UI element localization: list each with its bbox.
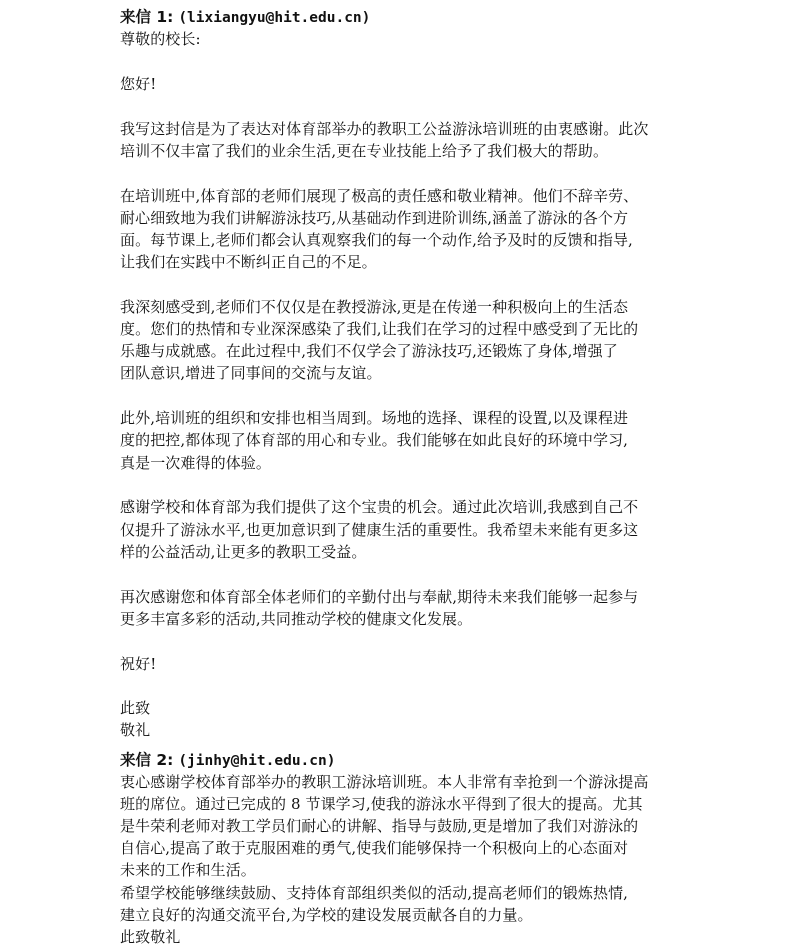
text-line: 耐心细致地为我们讲解游泳技巧,从基础动作到进阶训练,涵盖了游泳的各个方 — [120, 208, 629, 227]
letter-1-header — [120, 7, 700, 28]
letter-1-paragraph-4 — [120, 407, 700, 474]
text-line: 样的公益活动,让更多的教职工受益。 — [120, 542, 367, 561]
text-line: 是牛荣利老师对教工学员们耐心的讲解、指导与鼓励,更是增加了我们对游泳的 — [120, 817, 639, 836]
text-line: 班的席位。通过已完成的 8 节课学习,使我的游泳水平得到了很大的提高。尤其 — [120, 794, 643, 813]
letter-2-closing: 此致敬礼 — [120, 927, 181, 946]
letter-2-paragraph-2 — [120, 882, 700, 926]
text-line: 建立良好的沟通交流平台,为学校的建设发展贡献各自的力量。 — [120, 905, 533, 924]
letter-1-paragraph-5 — [120, 496, 700, 563]
letter-1-paragraph-1 — [120, 118, 700, 162]
text-line: 度。您们的热情和专业深深感染了我们,让我们在学习的过程中感受到了无比的 — [120, 320, 639, 339]
letter-1-label: 来信 1: — [120, 8, 174, 26]
text-line: 度的把控,都体现了体育部的用心和专业。我们能够在如此良好的环境中学习, — [120, 431, 629, 450]
text-line: 让我们在实践中不断纠正自己的不足。 — [120, 253, 377, 272]
text-line: 更多丰富多彩的活动,共同推动学校的健康文化发展。 — [120, 609, 473, 628]
letter-2-label: 来信 2: — [120, 750, 174, 769]
letter-1-paragraph-6 — [120, 586, 700, 630]
text-line: 希望学校能够继续鼓励、支持体育部组织类似的活动,提高老师们的锻炼热情, — [120, 883, 629, 902]
letter-1-greeting: 您好! — [120, 74, 157, 93]
text-line: 在培训班中,体育部的老师们展现了极高的责任感和敬业精神。他们不辞辛劳、 — [120, 186, 639, 205]
text-line: 培训不仅丰富了我们的业余生活,更在专业技能上给予了我们极大的帮助。 — [120, 141, 609, 160]
letter-1-sign-line-2: 敬礼 — [120, 721, 151, 740]
letter-2-email: (jinhy@hit.edu.cn) — [178, 752, 336, 769]
letter-1-closing: 祝好! — [120, 654, 157, 673]
text-line: 我写这封信是为了表达对体育部举办的教职工公益游泳培训班的由衷感谢。此次 — [120, 119, 649, 138]
text-line: 面。每节课上,老师们都会认真观察我们的每一个动作,给予及时的反馈和指导, — [120, 230, 633, 249]
text-line: 自信心,提高了敢于克服困难的勇气,使我们能够保持一个积极向上的心态面对 — [120, 839, 629, 858]
letter-2-header — [120, 750, 700, 771]
text-line: 衷心感谢学校体育部举办的教职工游泳培训班。本人非常有幸抢到一个游泳提高 — [120, 772, 649, 791]
text-line: 感谢学校和体育部为我们提供了这个宝贵的机会。通过此次培训,我感到自己不 — [120, 498, 639, 517]
text-line: 仅提升了游泳水平,也更加意识到了健康生活的重要性。我希望未来能有更多这 — [120, 520, 639, 539]
letter-1-sign-line-1: 此致 — [120, 699, 151, 718]
text-line: 未来的工作和生活。 — [120, 861, 256, 880]
text-line: 乐趣与成就感。在此过程中,我们不仅学会了游泳技巧,还锻炼了身体,增强了 — [120, 342, 618, 361]
letter-2-paragraph-1 — [120, 771, 700, 882]
document-page — [120, 7, 700, 948]
letter-1-paragraph-3 — [120, 296, 700, 385]
letter-1-email: (lixiangyu@hit.edu.cn) — [178, 10, 371, 26]
text-line: 再次感谢您和体育部全体老师们的辛勤付出与奉献,期待未来我们能够一起参与 — [120, 587, 639, 606]
letter-1-paragraph-2 — [120, 185, 700, 274]
text-line: 此外,培训班的组织和安排也相当周到。场地的选择、课程的设置,以及课程进 — [120, 409, 629, 428]
text-line: 真是一次难得的体验。 — [120, 453, 272, 472]
text-line: 团队意识,增进了同事间的交流与友谊。 — [120, 364, 382, 383]
text-line: 我深刻感受到,老师们不仅仅是在教授游泳,更是在传递一种积极向上的生活态 — [120, 297, 629, 316]
letter-1-salutation: 尊敬的校长: — [120, 30, 201, 48]
